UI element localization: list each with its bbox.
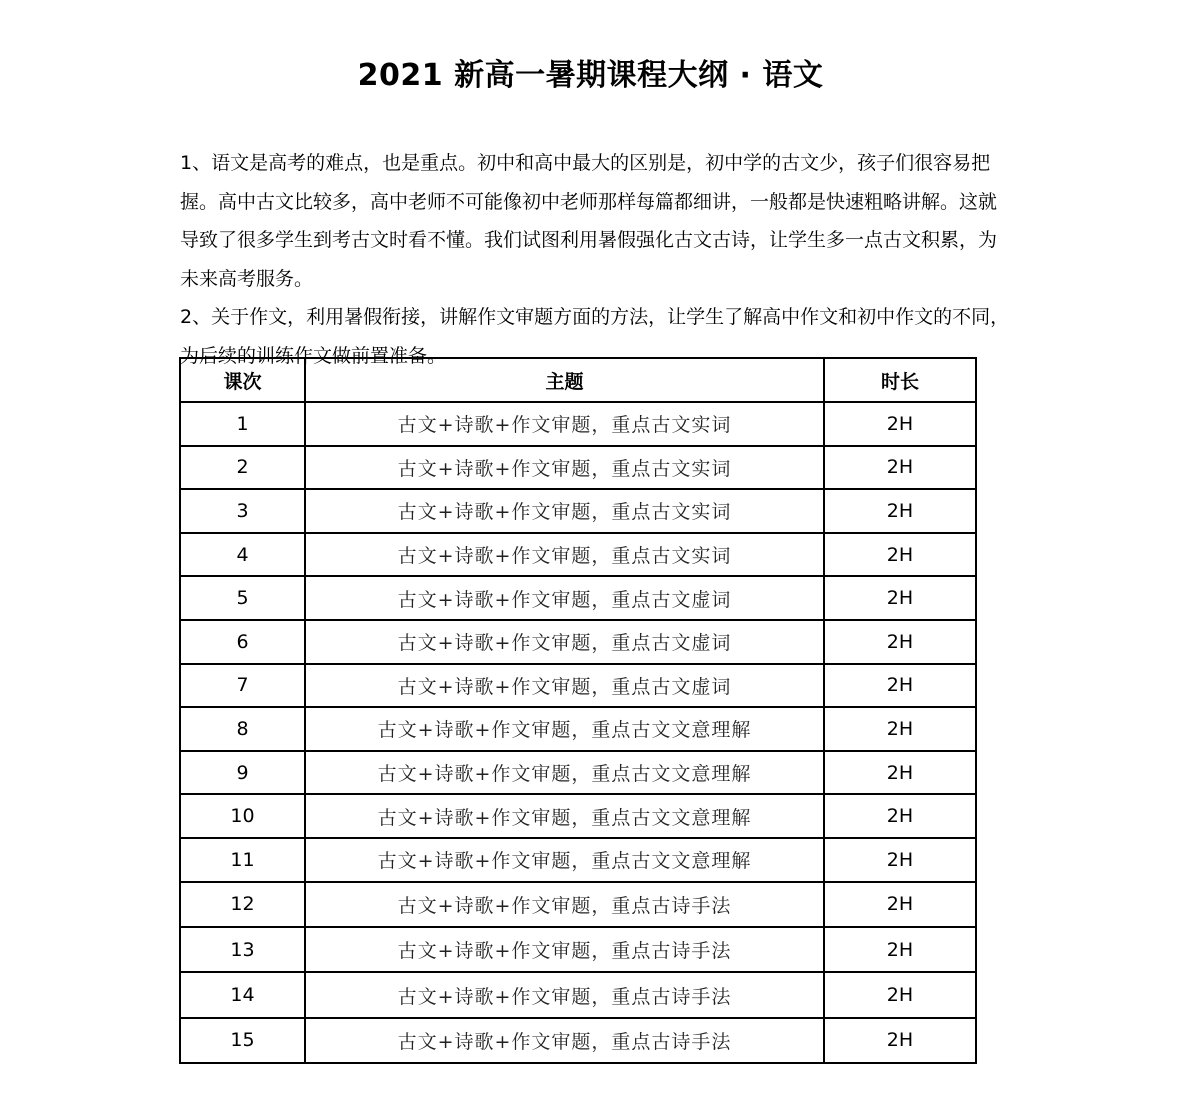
header-lesson-number: 课次 — [180, 358, 305, 402]
lesson-topic: 古文+诗歌+作文审题，重点古文虚词 — [305, 664, 824, 708]
lesson-duration: 2H — [824, 533, 976, 577]
lesson-topic: 古文+诗歌+作文审题，重点古文文意理解 — [305, 838, 824, 882]
table-row — [180, 838, 976, 882]
table-row — [180, 751, 976, 795]
lesson-topic: 古文+诗歌+作文审题，重点古文虚词 — [305, 576, 824, 620]
table-row — [180, 446, 976, 490]
intro-paragraph-2: 2、关于作文，利用暑假衔接，讲解作文审题方面的方法，让学生了解高中作文和初中作文的不同，为后续的训练作文做前置准备。 — [180, 306, 1010, 367]
table-row — [180, 620, 976, 664]
table-row — [180, 402, 976, 446]
intro-paragraph-1: 1、语文是高考的难点，也是重点。初中和高中最大的区别是，初中学的古文少，孩子们很容易把握。高中古文比较多，高中老师不可能像初中老师那样每篇都细讲，一般都是快速粗略讲解。这就导致了很多学生到考古文时看不懂。我们试图利用暑假强化古文古诗，让学生多一点古文积累，为未来高考服务。 — [180, 152, 998, 290]
table-row — [180, 882, 976, 927]
lesson-number: 12 — [180, 882, 305, 927]
header-duration: 时长 — [824, 358, 976, 402]
lesson-topic: 古文+诗歌+作文审题，重点古诗手法 — [305, 972, 824, 1017]
table-header-row — [180, 358, 976, 402]
lesson-number: 3 — [180, 489, 305, 533]
lesson-number: 14 — [180, 972, 305, 1017]
lesson-duration: 2H — [824, 620, 976, 664]
table-row — [180, 664, 976, 708]
lesson-duration: 2H — [824, 664, 976, 708]
lesson-topic: 古文+诗歌+作文审题，重点古文实词 — [305, 489, 824, 533]
lesson-topic: 古文+诗歌+作文审题，重点古文虚词 — [305, 620, 824, 664]
lesson-topic: 古文+诗歌+作文审题，重点古诗手法 — [305, 927, 824, 972]
lesson-topic: 古文+诗歌+作文审题，重点古文文意理解 — [305, 707, 824, 751]
header-topic: 主题 — [305, 358, 824, 402]
lesson-number: 11 — [180, 838, 305, 882]
lesson-topic: 古文+诗歌+作文审题，重点古诗手法 — [305, 882, 824, 927]
table-row — [180, 927, 976, 972]
lesson-number: 4 — [180, 533, 305, 577]
page-title: 2021 新高一暑期课程大纲 · 语文 — [357, 58, 824, 93]
lesson-number: 13 — [180, 927, 305, 972]
lesson-number: 10 — [180, 794, 305, 838]
table-row — [180, 489, 976, 533]
lesson-duration: 2H — [824, 446, 976, 490]
lesson-duration: 2H — [824, 576, 976, 620]
lesson-duration: 2H — [824, 882, 976, 927]
lesson-duration: 2H — [824, 838, 976, 882]
table-row — [180, 1018, 976, 1063]
lesson-duration: 2H — [824, 972, 976, 1017]
syllabus-table — [179, 357, 977, 1064]
table-row — [180, 707, 976, 751]
lesson-number: 1 — [180, 402, 305, 446]
lesson-duration: 2H — [824, 794, 976, 838]
lesson-topic: 古文+诗歌+作文审题，重点古文实词 — [305, 446, 824, 490]
intro-section — [180, 144, 1010, 375]
lesson-duration: 2H — [824, 707, 976, 751]
lesson-number: 5 — [180, 576, 305, 620]
lesson-topic: 古文+诗歌+作文审题，重点古诗手法 — [305, 1018, 824, 1063]
lesson-duration: 2H — [824, 751, 976, 795]
lesson-topic: 古文+诗歌+作文审题，重点古文实词 — [305, 402, 824, 446]
lesson-number: 2 — [180, 446, 305, 490]
table-row — [180, 533, 976, 577]
lesson-topic: 古文+诗歌+作文审题，重点古文文意理解 — [305, 794, 824, 838]
lesson-duration: 2H — [824, 927, 976, 972]
lesson-number: 8 — [180, 707, 305, 751]
table-row — [180, 794, 976, 838]
table-row — [180, 576, 976, 620]
lesson-topic: 古文+诗歌+作文审题，重点古文实词 — [305, 533, 824, 577]
lesson-duration: 2H — [824, 489, 976, 533]
lesson-number: 6 — [180, 620, 305, 664]
lesson-number: 15 — [180, 1018, 305, 1063]
lesson-duration: 2H — [824, 402, 976, 446]
table-row — [180, 972, 976, 1017]
lesson-duration: 2H — [824, 1018, 976, 1063]
lesson-number: 9 — [180, 751, 305, 795]
lesson-number: 7 — [180, 664, 305, 708]
lesson-topic: 古文+诗歌+作文审题，重点古文文意理解 — [305, 751, 824, 795]
